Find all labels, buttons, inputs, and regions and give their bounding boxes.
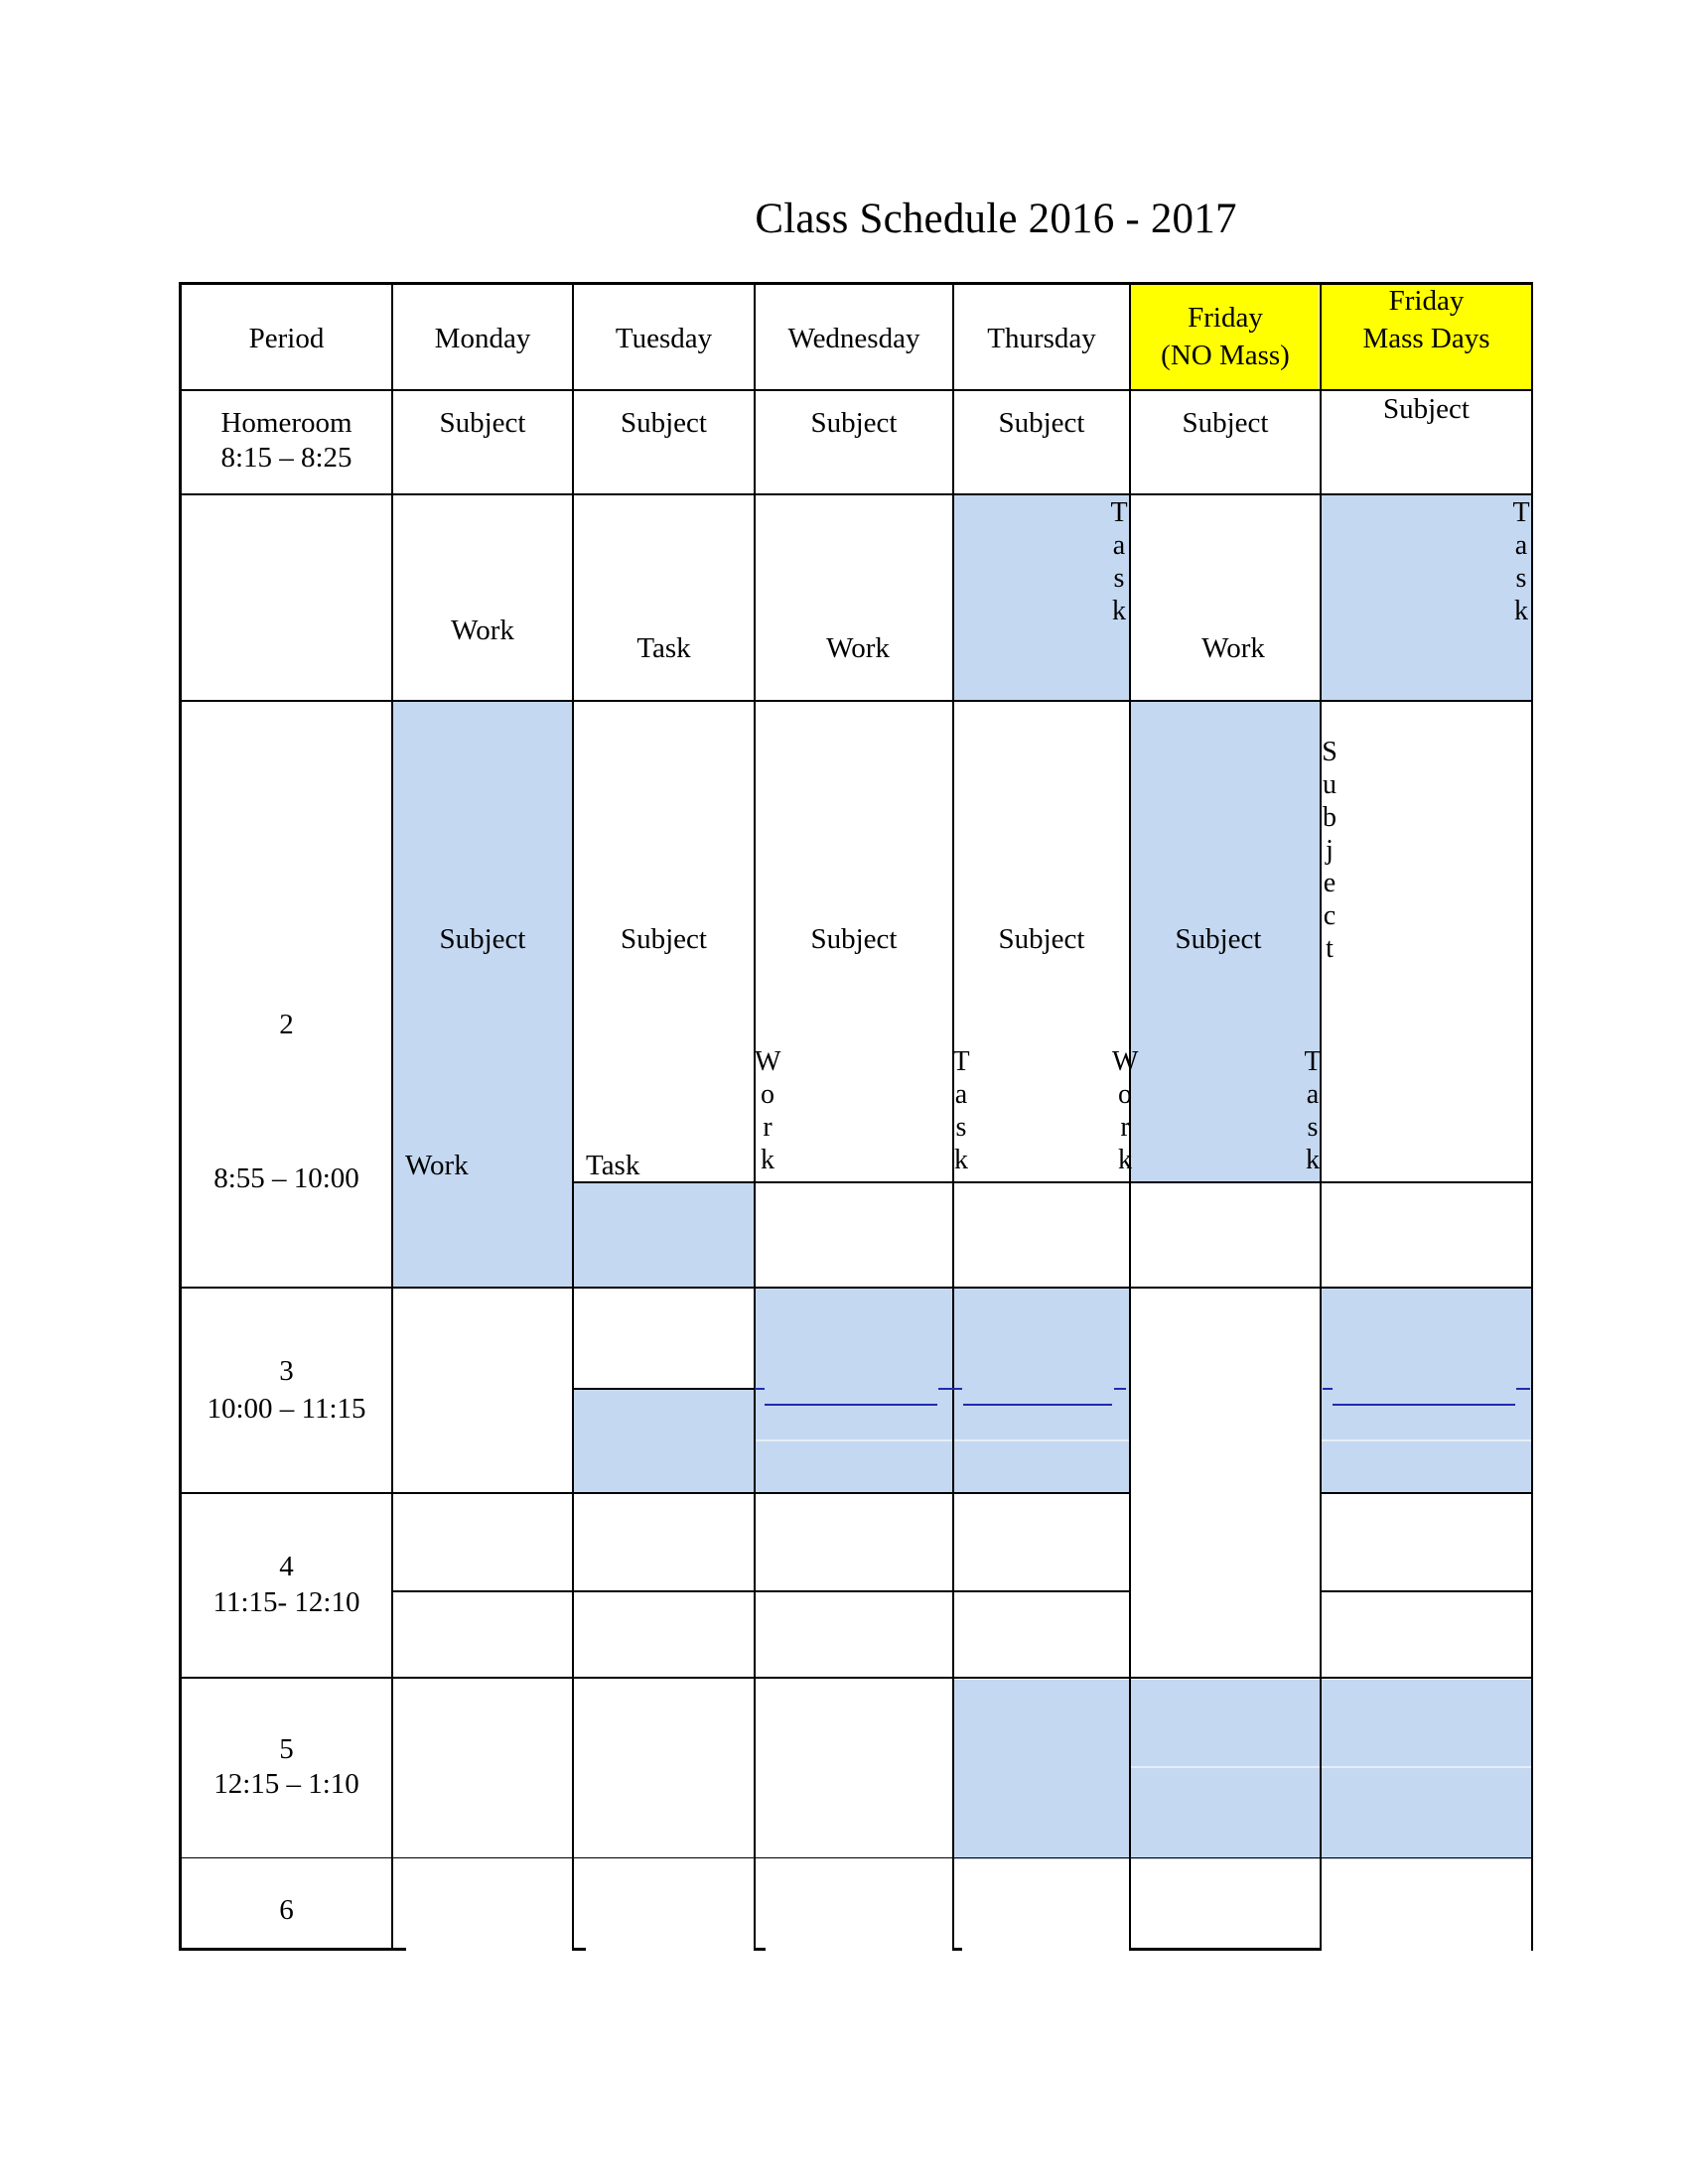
homeroom-monday: Subject <box>439 407 526 439</box>
friday-mass-accent-line <box>1333 1404 1515 1406</box>
wednesday-accent-line <box>765 1404 937 1406</box>
period3-time: 10:00 – 11:15 <box>207 1393 366 1425</box>
header-friday-mass-line1: Friday <box>1388 285 1465 317</box>
header-wednesday: Wednesday <box>787 323 920 354</box>
homeroom-label: Homeroom <box>220 407 352 439</box>
tuesday-period3-fill <box>573 1390 754 1494</box>
period2-thursday-vertical-right: W o r k <box>1112 1046 1139 1175</box>
accent-tick <box>755 1388 765 1390</box>
row1-friday-no-mass: Work <box>1201 632 1265 664</box>
period3-number: 3 <box>279 1355 294 1387</box>
accent-tick <box>1516 1388 1530 1390</box>
homeroom-bottom-line <box>179 493 1533 495</box>
period5-number: 5 <box>279 1733 294 1765</box>
period5-time: 12:15 – 1:10 <box>213 1768 359 1800</box>
period2-tuesday-subject: Subject <box>621 923 707 955</box>
homeroom-tuesday: Subject <box>621 407 707 439</box>
monday-period2-fill <box>392 702 572 1288</box>
homeroom-wednesday: Subject <box>810 407 898 439</box>
bottom-tick <box>754 1948 766 1951</box>
period2-monday-work: Work <box>405 1150 469 1181</box>
row1-friday-mass-vertical: T a s k <box>1512 497 1530 626</box>
header-thursday: Thursday <box>987 323 1096 354</box>
row1-thursday-vertical: T a s k <box>1110 497 1128 626</box>
period2-number: 2 <box>279 1009 294 1040</box>
homeroom-time: 8:15 – 8:25 <box>220 442 352 474</box>
left-border <box>179 283 182 1951</box>
faint-line <box>755 1439 1129 1441</box>
header-period: Period <box>248 323 325 354</box>
homeroom-thursday: Subject <box>998 407 1085 439</box>
bottom-tick <box>572 1948 586 1951</box>
tuesday-period3-split-line <box>574 1388 754 1390</box>
period3-bottom-line-right <box>1320 1492 1533 1494</box>
col-divider-period <box>391 283 393 1951</box>
row1-tuesday: Task <box>636 632 691 664</box>
period4-bottom-line <box>179 1677 1533 1679</box>
period3-bottom-line-left <box>179 1492 1129 1494</box>
friday-no-mass-period5-fill <box>1130 1680 1320 1859</box>
period2-split-line <box>574 1181 1533 1183</box>
period2-thursday-subject: Subject <box>998 923 1085 955</box>
period5-bottom-line <box>179 1857 1533 1858</box>
accent-tick <box>1114 1388 1126 1390</box>
bottom-border-left <box>179 1948 406 1951</box>
thursday-row1-fill <box>953 495 1129 700</box>
period4-split-line-left <box>391 1590 1129 1592</box>
header-friday-mass-line2: Mass Days <box>1362 323 1490 354</box>
row1-wednesday: Work <box>826 632 890 664</box>
thursday-accent-line <box>963 1404 1112 1406</box>
right-border <box>1531 283 1533 1951</box>
header-friday-no-mass-line2: (NO Mass) <box>1161 340 1290 371</box>
header-monday: Monday <box>434 323 531 354</box>
tuesday-period2-bottom-fill <box>573 1183 754 1288</box>
row1-monday: Work <box>451 614 514 646</box>
accent-tick <box>938 1388 962 1390</box>
friday-mass-period5-fill <box>1321 1680 1531 1859</box>
homeroom-friday-mass: Subject <box>1383 393 1470 425</box>
period2-friday-mass-vertical: S u b j e c t <box>1322 737 1337 964</box>
period4-number: 4 <box>279 1551 294 1582</box>
period4-split-line-right <box>1320 1590 1533 1592</box>
period2-wednesday-vertical: W o r k <box>755 1046 781 1175</box>
period2-wednesday-subject: Subject <box>810 923 898 955</box>
period2-monday-subject: Subject <box>439 923 526 955</box>
period2-friday-no-mass-vertical: T a s k <box>1304 1046 1322 1175</box>
period2-tuesday-task: Task <box>586 1150 640 1181</box>
row1-bottom-line <box>179 700 1533 702</box>
friday-mass-row1-fill <box>1321 495 1531 700</box>
faint-line <box>1130 1766 1531 1768</box>
period2-time: 8:55 – 10:00 <box>213 1162 359 1194</box>
accent-tick <box>1323 1388 1333 1390</box>
period4-time: 11:15- 12:10 <box>212 1586 360 1618</box>
thursday-period3-fill <box>953 1289 1129 1494</box>
period6-number: 6 <box>279 1894 294 1926</box>
wednesday-period3-fill <box>755 1289 952 1494</box>
faint-line <box>1321 1439 1531 1441</box>
thursday-period5-fill <box>953 1680 1129 1859</box>
period2-bottom-line <box>179 1287 1533 1289</box>
homeroom-friday-no-mass: Subject <box>1182 407 1269 439</box>
page-title: Class Schedule 2016 - 2017 <box>755 196 1237 242</box>
period2-friday-no-mass-subject: Subject <box>1175 923 1262 955</box>
col-divider-monday <box>572 283 574 1951</box>
period2-thursday-vertical-left: T a s k <box>952 1046 970 1175</box>
header-tuesday: Tuesday <box>615 323 713 354</box>
friday-mass-period3-fill <box>1321 1289 1531 1494</box>
bottom-tick <box>952 1948 962 1951</box>
bottom-border-friday <box>1129 1948 1321 1951</box>
header-friday-no-mass-line1: Friday <box>1188 302 1263 334</box>
